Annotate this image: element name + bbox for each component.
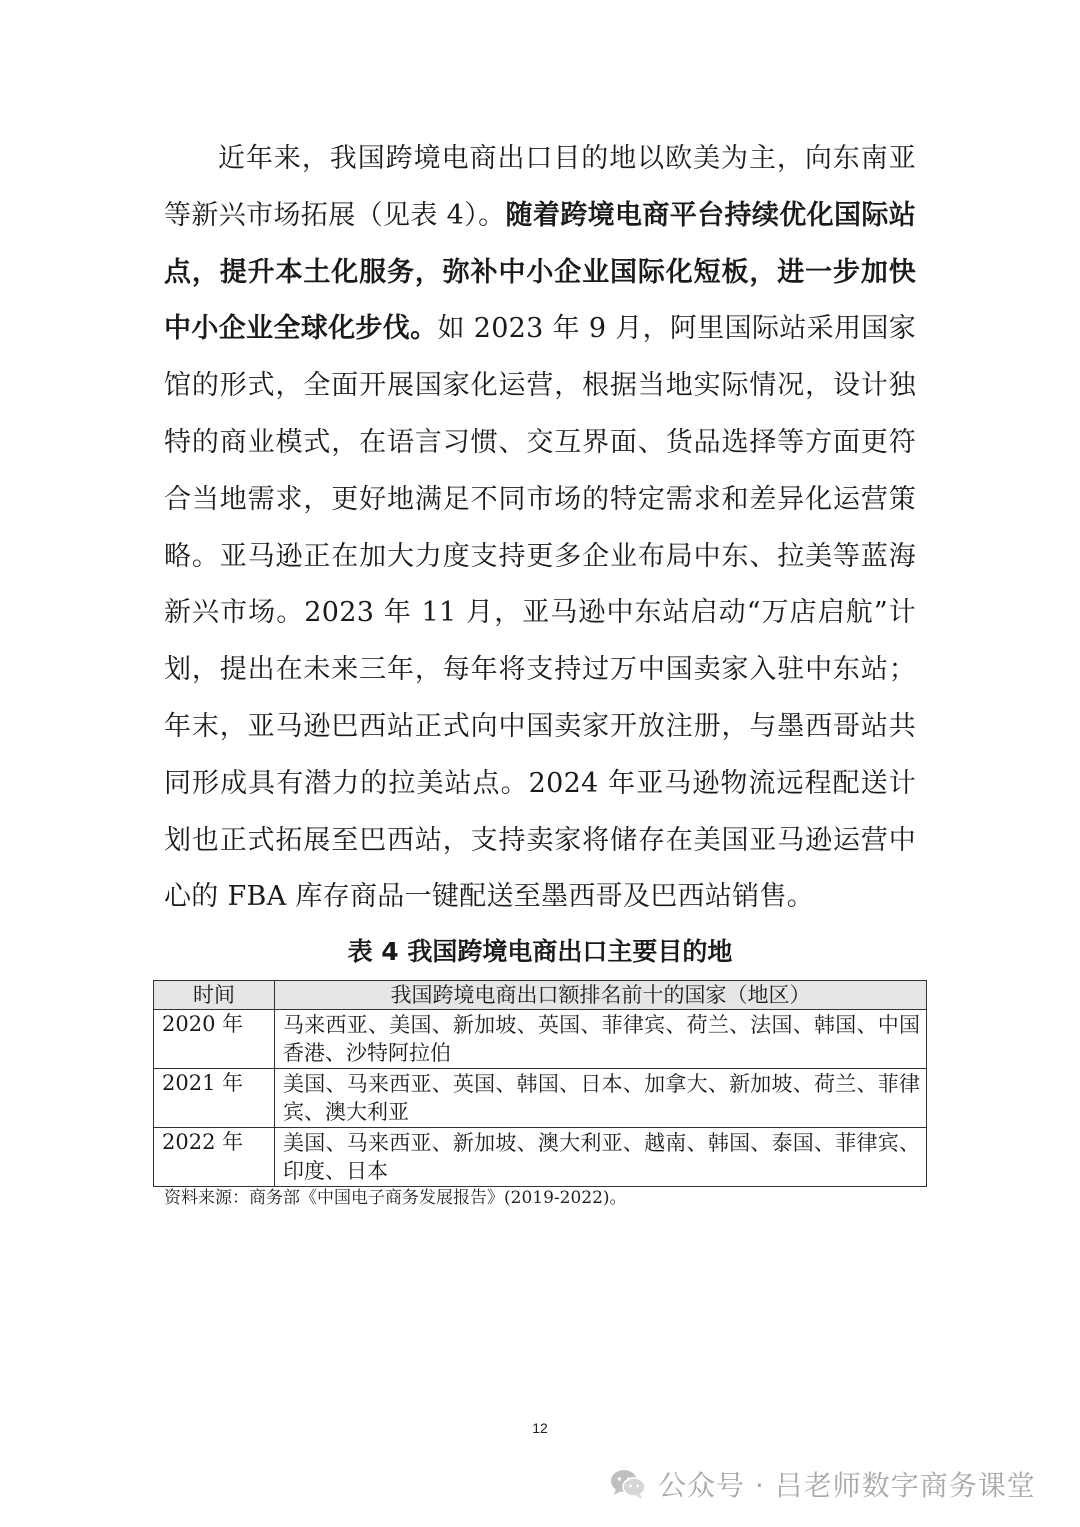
paragraph-rest: 如 2023 年 9 月，阿里国际站采用国家馆的形式，全面开展国家化运营，根据当地实际情况，设计独特的商业模式，在语言习惯、交互界面、货品选择等方面更符合当地需求，更好地满足不同市场的特定需求和差异化运营策略。亚马逊正在加大力度支持更多企业布局中东、拉美等蓝海新兴市场。2023 年 11 月，亚马逊中东站启动“万店启航”计划，提出在未来三年，每年将支持过万中国卖家入驻中东站；年末，亚马逊巴西站正式向中国卖家开放注册，与墨西哥站共同形成具有潜力的拉美站点。2024 年亚马逊物流远程配送计划也正式拓展至巴西站，支持卖家将储存在美国亚马逊运营中心的 FBA 库存商品一键配送至墨西哥及巴西站销售。 bbox=[164, 313, 916, 913]
row-countries: 美国、马来西亚、新加坡、澳大利亚、越南、韩国、泰国、菲律宾、印度、日本 bbox=[275, 1128, 927, 1187]
row-countries: 美国、马来西亚、英国、韩国、日本、加拿大、新加坡、荷兰、菲律宾、澳大利亚 bbox=[275, 1069, 927, 1128]
table-row bbox=[154, 1010, 927, 1069]
watermark bbox=[610, 1460, 1036, 1508]
row-countries: 马来西亚、美国、新加坡、英国、菲律宾、荷兰、法国、韩国、中国香港、沙特阿拉伯 bbox=[275, 1010, 927, 1069]
table-caption: 表 4 我国跨境电商出口主要目的地 bbox=[347, 937, 733, 966]
paragraph-lead: 近年来，我国跨境电商出口目的地以欧美为主，向东南亚等新兴市场拓展（见表 4）。 bbox=[164, 143, 916, 231]
body-paragraph bbox=[164, 131, 916, 926]
paragraph-bold-emphasis: 随着跨境电商平台持续优化国际站点，提升本土化服务，弥补中小企业国际化短板，进一步加快中小企业全球化步伐。 bbox=[164, 199, 916, 345]
table-row bbox=[154, 1128, 927, 1187]
row-year: 2022 年 bbox=[154, 1128, 275, 1187]
table-row bbox=[154, 1069, 927, 1128]
table-header-row bbox=[154, 981, 927, 1010]
wechat-icon bbox=[610, 1468, 646, 1500]
header-year: 时间 bbox=[154, 981, 275, 1010]
header-countries: 我国跨境电商出口额排名前十的国家（地区） bbox=[275, 981, 927, 1010]
table-source-note: 资料来源：商务部《中国电子商务发展报告》(2019-2022)。 bbox=[164, 1188, 627, 1208]
page-number: 12 bbox=[532, 1420, 548, 1436]
destinations-table bbox=[153, 980, 927, 1187]
watermark-text: 公众号 · 吕老师数字商务课堂 bbox=[658, 1469, 1036, 1502]
row-year: 2021 年 bbox=[154, 1069, 275, 1128]
row-year: 2020 年 bbox=[154, 1010, 275, 1069]
